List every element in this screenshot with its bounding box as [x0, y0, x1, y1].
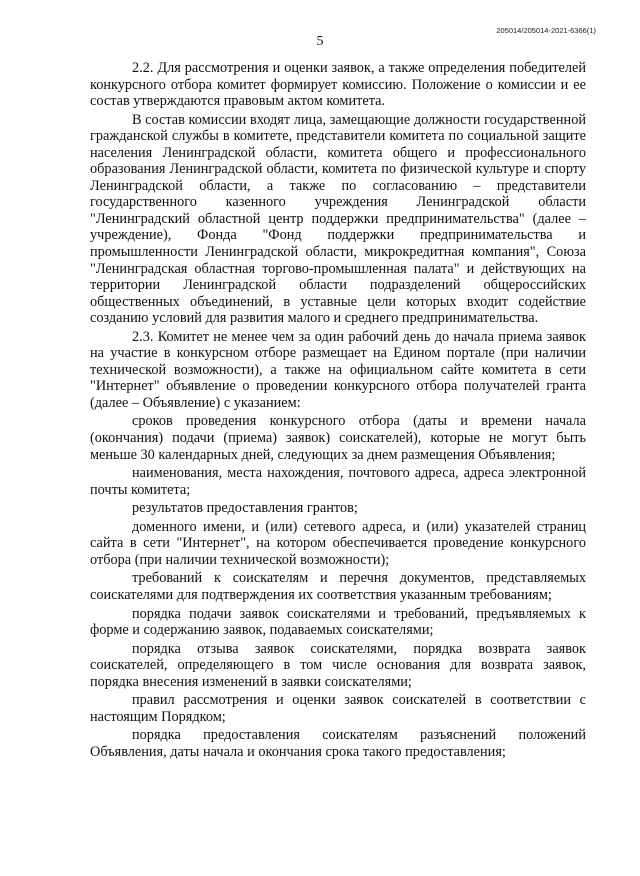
document-body	[90, 60, 586, 760]
paragraph-commission-members: В состав комиссии входят лица, замещающие должности государственной гражданской службы в комитете, представители комитета по социальной защите населения Ленинградской области, комитета общего и профессионального образования Ленинградской области, комитета по физической культуре и спорту Ленинградской области, а также по согласованию – представители государственного казенного учреждения Ленинградской области "Ленинградский областной центр поддержки предпринимательства" (далее – учреждение), Фонда "Фонд поддержки предпринимательства и промышленности Ленинградской области, микрокредитная компания", Союза "Ленинградская областная торгово-промышленная палата" и действующих на территории Ленинградской области подразделений общероссийских общественных объединений, в уставные цели которых входит содействие созданию условий для развития малого и среднего предпринимательства.	[90, 111, 586, 327]
document-id: 205014/205014-2021-6366(1)	[496, 26, 596, 35]
page-number: 5	[316, 34, 324, 49]
list-item: правил рассмотрения и оценки заявок соискателей в соответствии с настоящим Порядком;	[90, 692, 586, 725]
paragraph-2-3: 2.3. Комитет не менее чем за один рабочий день до начала приема заявок на участие в конкурсном отборе размещает на Едином портале (при наличии технической возможности), а также на официальном сайте комитета в сети "Интернет" объявление о проведении конкурсного отбора получателей гранта (далее – Объявление) с указанием:	[90, 328, 586, 411]
list-item: наименования, места нахождения, почтового адреса, адреса электронной почты комитета;	[90, 465, 586, 498]
list-item: доменного имени, и (или) сетевого адреса, и (или) указателей страниц сайта в сети "Интернет", на котором обеспечивается проведение конкурсного отбора (при наличии технической возможности);	[90, 518, 586, 568]
list-item: порядка отзыва заявок соискателями, порядка возврата заявок соискателей, определяющего в том числе основания для возврата заявок, порядка внесения изменений в заявки соискателями;	[90, 640, 586, 690]
list-item: результатов предоставления грантов;	[132, 500, 358, 517]
list-item: требований к соискателям и перечня документов, представляемых соискателями для подтверждения их соответствия указанным требованиям;	[90, 570, 586, 603]
list-item: сроков проведения конкурсного отбора (даты и времени начала (окончания) подачи (приема) заявок) соискателей), которые не могут быть меньше 30 календарных дней, следующих за днем размещения Объявления;	[90, 413, 586, 463]
list-item: порядка предоставления соискателям разъяснений положений Объявления, даты начала и окончания срока такого предоставления;	[90, 727, 586, 760]
paragraph-2-2: 2.2. Для рассмотрения и оценки заявок, а также определения победителей конкурсного отбора комитет формирует комиссию. Положение о комиссии и ее состав утверждаются правовым актом комитета.	[90, 60, 586, 110]
list-item: порядка подачи заявок соискателями и требований, предъявляемых к форме и содержанию заявок, подаваемых соискателями;	[90, 605, 586, 639]
